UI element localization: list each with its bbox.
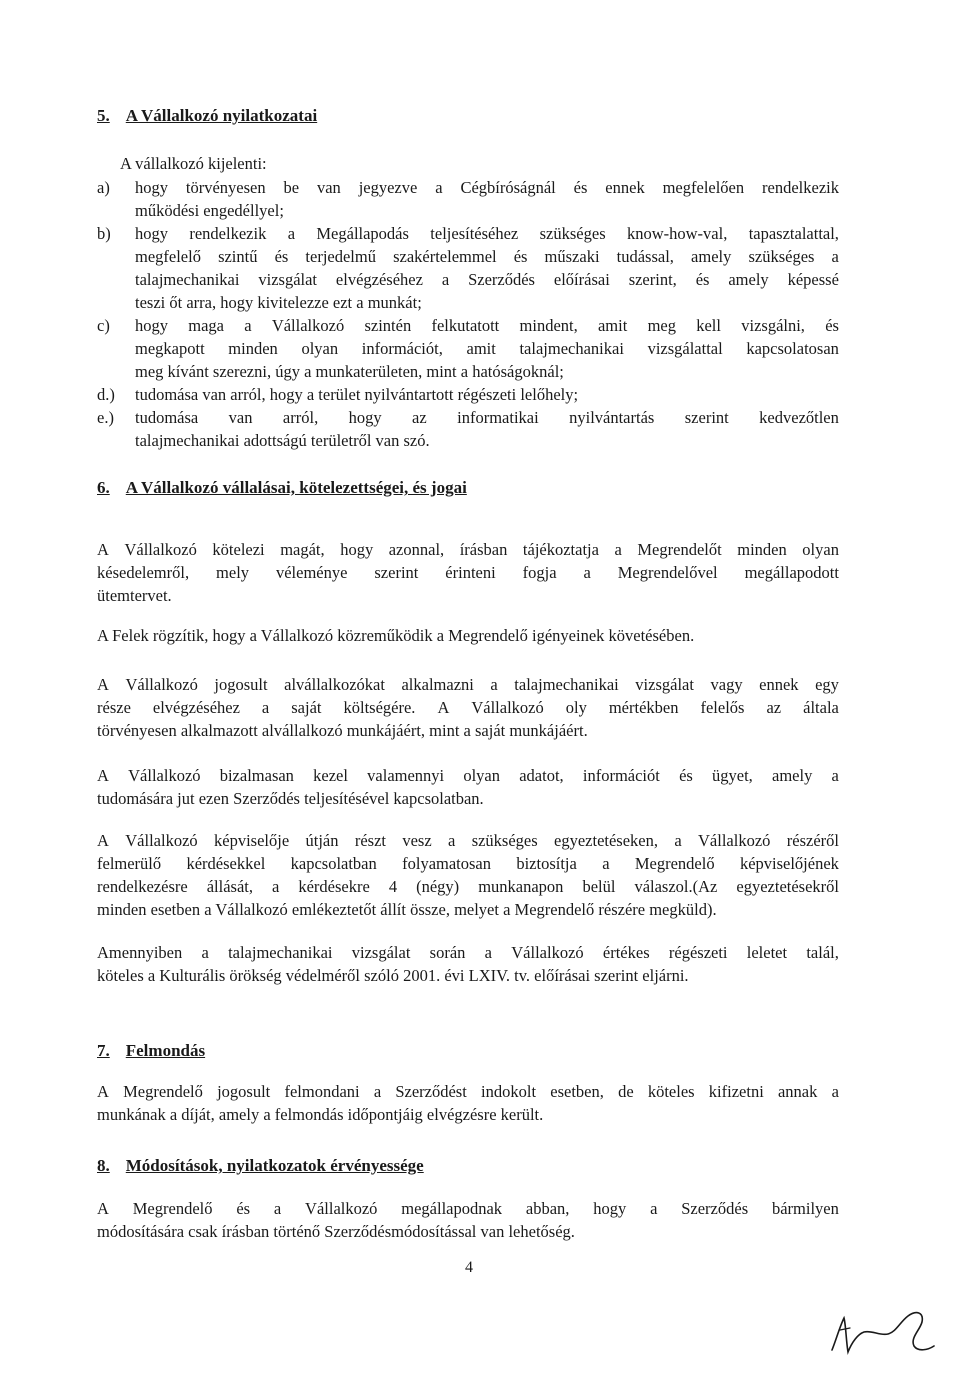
section-title: Felmondás xyxy=(125,1041,206,1060)
list-item-text: meg kívánt szerezni, úgy a munkaterületen, mint a hatóságoknál; xyxy=(135,362,564,381)
paragraph-line: része elvégzéséhez a saját költségére. A Vállalkozó oly mértékben felelős az általa xyxy=(97,698,839,717)
paragraph-line: A Vállalkozó bizalmasan kezel valamennyi olyan adatot, információt és ügyet, amely a xyxy=(97,766,839,785)
list-item-text: tudomása van arról, hogy a terület nyilvántartott régészeti lelőhely; xyxy=(135,385,579,404)
list-marker: c) xyxy=(97,316,110,335)
list-item-text: megfelelő szintű és terjedelmű szakértelemmel és műszaki tudással, amely szükséges a xyxy=(135,247,839,266)
paragraph-line: ütemtervet. xyxy=(97,586,172,605)
section-number: 8. xyxy=(97,1156,110,1175)
handwritten-initials-icon xyxy=(828,1296,940,1360)
section-title: A Vállalkozó vállalásai, kötelezettségei, és jogai xyxy=(125,478,467,497)
paragraph-line: A Vállalkozó jogosult alvállalkozókat alkalmazni a talajmechanikai vizsgálat vagy ennek egy xyxy=(97,675,839,694)
paragraph-line: törvényesen alkalmazott alvállalkozó munkájáért, mint a saját munkájáért. xyxy=(97,721,588,740)
paragraph-line: minden esetben a Vállalkozó emlékeztetőt állít össze, melyet a Megrendelő részére megküld). xyxy=(97,900,717,919)
paragraph-line: munkának a díját, amely a felmondás időpontjáig elvégzésre került. xyxy=(97,1105,544,1124)
paragraph-line: felmerülő kérdésekkel kapcsolatban folyamatosan biztosítja a Megrendelő képviselőjének xyxy=(97,854,839,873)
list-item-text: megkapott minden olyan információt, amit talajmechanikai vizsgálattal kapcsolatosan xyxy=(135,339,839,358)
paragraph-line: A Vállalkozó kötelezi magát, hogy azonnal, írásban tájékoztatja a Megrendelőt minden olyan xyxy=(97,540,839,559)
section-title: Módosítások, nyilatkozatok érvényessége xyxy=(125,1156,424,1175)
page-number: 4 xyxy=(465,1259,473,1276)
list-item-text: hogy rendelkezik a Megállapodás teljesítéséhez szükséges know-how-val, tapasztalattal, xyxy=(135,224,839,243)
list-item-text: teszi őt arra, hogy kivitelezze ezt a munkát; xyxy=(135,293,422,312)
list-item-text: talajmechanikai vizsgálat elvégzéséhez a Szerződés előírásai szerint, és amely képessé xyxy=(135,270,839,289)
paragraph-line: A Felek rögzítik, hogy a Vállalkozó közreműködik a Megrendelő igényeinek követésében. xyxy=(97,626,695,645)
paragraph-line: A Megrendelő jogosult felmondani a Szerződést indokolt esetben, de köteles kifizetni annak a xyxy=(97,1082,839,1101)
paragraph-line: A Vállalkozó képviselője útján részt vesz a szükséges egyeztetéseken, a Vállalkozó részéről xyxy=(97,831,839,850)
paragraph-line: köteles a Kulturális örökség védelméről szóló 2001. évi LXIV. tv. előírásai szerint eljárni. xyxy=(97,966,689,985)
section-8-heading xyxy=(97,1156,424,1176)
list-item-text: működési engedéllyel; xyxy=(135,201,284,220)
list-marker: a) xyxy=(97,178,110,197)
list-item-text: tudomása van arról, hogy az informatikai nyilvántartás szerint kedvezőtlen xyxy=(135,408,839,427)
paragraph-line: A Megrendelő és a Vállalkozó megállapodnak abban, hogy a Szerződés bármilyen xyxy=(97,1199,839,1218)
list-marker: b) xyxy=(97,224,111,243)
section-number: 6. xyxy=(97,478,110,497)
paragraph-line: módosítására csak írásban történő Szerződésmódosítással van lehetőség. xyxy=(97,1222,575,1241)
section-6-heading xyxy=(97,478,467,498)
list-item-text: hogy maga a Vállalkozó szintén felkutatott mindent, amit meg kell vizsgálni, és xyxy=(135,316,839,335)
section-number: 7. xyxy=(97,1041,110,1060)
list-marker: e.) xyxy=(97,408,114,427)
paragraph-line: Amennyiben a talajmechanikai vizsgálat során a Vállalkozó értékes régészeti leletet talál, xyxy=(97,943,839,962)
list-item-text: hogy törvényesen be van jegyezve a Cégbíróságnál és ennek megfelelően rendelkezik xyxy=(135,178,839,197)
section-7-heading xyxy=(97,1041,205,1061)
list-marker: d.) xyxy=(97,385,115,404)
section-title: A Vállalkozó nyilatkozatai xyxy=(125,106,318,125)
paragraph-line: késedelemről, mely véleménye szerint érinteni fogja a Megrendelővel megállapodott xyxy=(97,563,839,582)
paragraph-line: tudomására jut ezen Szerződés teljesítésével kapcsolatban. xyxy=(97,789,484,808)
paragraph-line: rendelkezésre állását, a kérdésekre 4 (négy) munkanapon belül válaszol.(Az egyeztetésekről xyxy=(97,877,839,896)
section-number: 5. xyxy=(97,106,110,125)
list-item-text: talajmechanikai adottságú területről van szó. xyxy=(135,431,430,450)
section-5-intro: A vállalkozó kijelenti: xyxy=(120,154,267,173)
section-5-heading xyxy=(97,106,317,126)
